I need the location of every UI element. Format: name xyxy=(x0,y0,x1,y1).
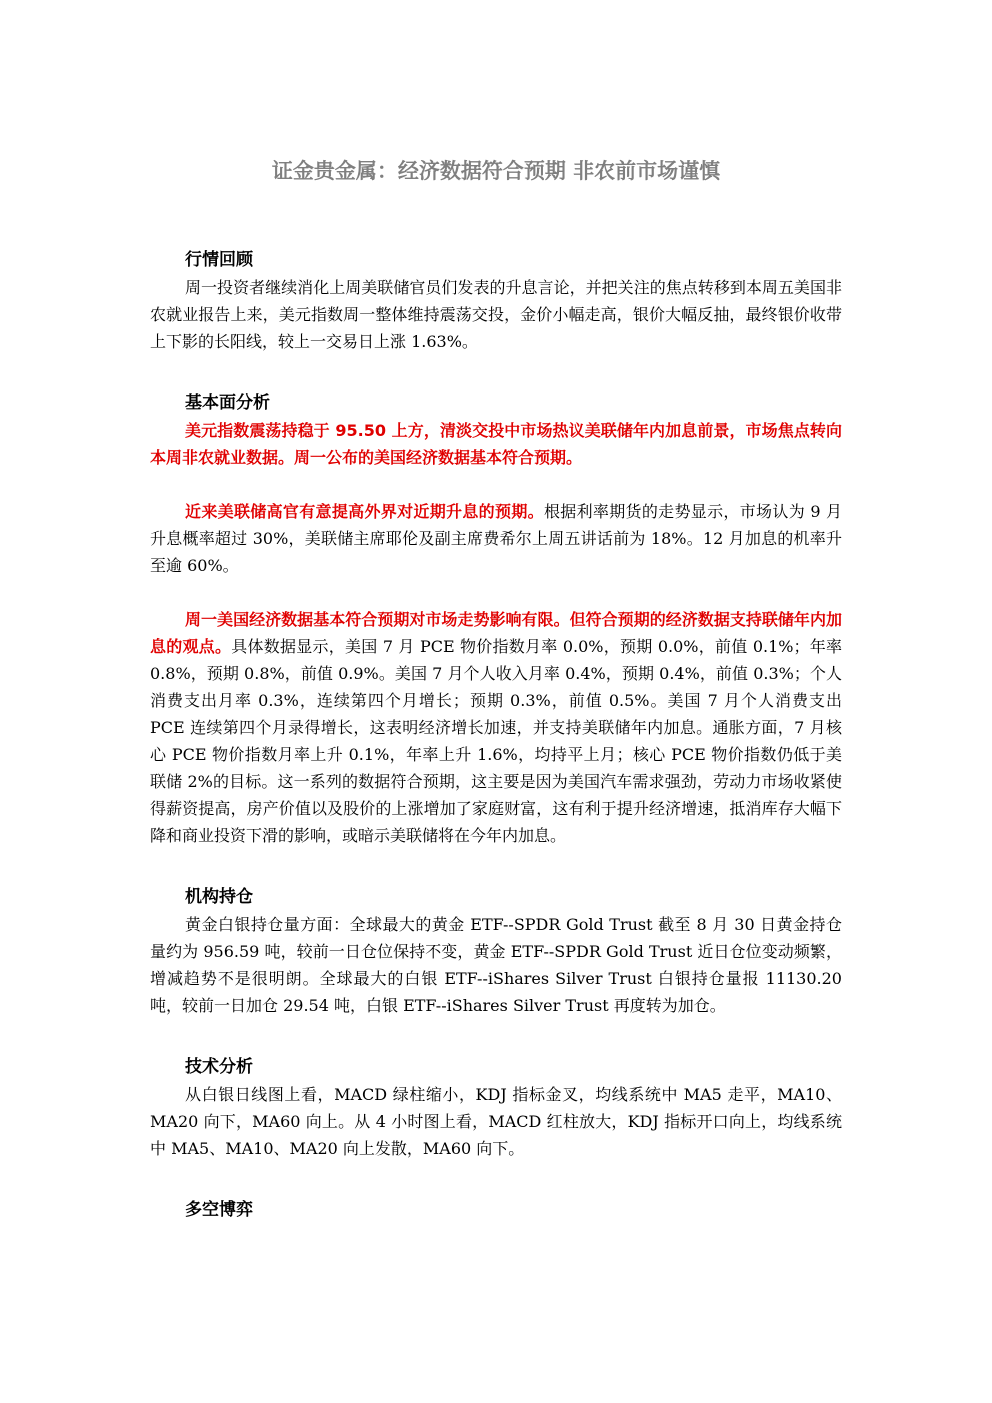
section-heading-debate: 多空博弈 xyxy=(185,1200,253,1220)
fundamental-text-2: 根据利率期货的走势显示，市场认为 9 月升息概率超过 30%，美联储主席耶伦及副主席费希尔上周五讲话前为 18%。12 月加息的机率升至逾 60%。 xyxy=(150,502,842,575)
section-heading-review: 行情回顾 xyxy=(185,250,253,270)
fundamental-paragraph-2 xyxy=(150,498,842,579)
section-heading-fundamental: 基本面分析 xyxy=(185,393,270,413)
fundamental-paragraph-1 xyxy=(150,417,842,471)
review-paragraph: 周一投资者继续消化上周美联储官员们发表的升息言论，并把关注的焦点转移到本周五美国非农就业报告上来，美元指数周一整体维持震荡交投，金价小幅走高，银价大幅反抽，最终银价收带上下影的长阳线，较上一交易日上涨 1.63%。 xyxy=(150,278,842,351)
technical-paragraph: 从白银日线图上看，MACD 绿柱缩小，KDJ 指标金叉，均线系统中 MA5 走平，MA10、MA20 向下，MA60 向上。从 4 小时图上看，MACD 红柱放大，KDJ 指标开口向上，均线系统中 MA5、MA10、MA20 向上发散，MA60 向下。 xyxy=(150,1085,842,1158)
positions-paragraph: 黄金白银持仓量方面：全球最大的黄金 ETF--SPDR Gold Trust 截至 8 月 30 日黄金持仓量约为 956.59 吨，较前一日仓位保持不变，黄金 ETF--SPDR Gold Trust 近日仓位变动频繁，增减趋势不是很明朗。全球最大的白银 ETF--iShares Silver Trust 白银持仓量报 11130.20 吨，较前一日加仓 29.54 吨，白银 ETF--iShares Silver Trust 再度转为加仓。 xyxy=(150,915,842,1015)
page-title: 证金贵金属：经济数据符合预期 非农前市场谨慎 xyxy=(271,159,721,183)
section-heading-technical: 技术分析 xyxy=(185,1057,253,1077)
fundamental-highlight-2: 近来美联储高官有意提高外界对近期升息的预期。 xyxy=(185,502,544,521)
fundamental-highlight-1: 美元指数震荡持稳于 95.50 上方，清淡交投中市场热议美联储年内加息前景，市场焦点转向本周非农就业数据。周一公布的美国经济数据基本符合预期。 xyxy=(150,421,842,467)
fundamental-text-3: 具体数据显示，美国 7 月 PCE 物价指数月率 0.0%，预期 0.0%，前值 0.1%；年率 0.8%，预期 0.8%，前值 0.9%。美国 7 月个人收入月率 0.4%，预期 0.4%，前值 0.3%；个人消费支出月率 0.3%，连续第四个月增长；预期 0.3%，前值 0.5%。美国 7 月个人消费支出 PCE 连续第四个月录得增长，这表明经济增长加速，并支持美联储年内加息。通胀方面，7 月核心 PCE 物价指数月率上升 0.1%，年率上升 1.6%，均持平上月；核心 PCE 物价指数仍低于美联储 2%的目标。这一系列的数据符合预期，这主要是因为美国汽车需求强劲，劳动力市场收紧使得薪资提高，房产价值以及股价的上涨增加了家庭财富，这有利于提升经济增速，抵消库存大幅下降和商业投资下滑的影响，或暗示美联储将在今年内加息。 xyxy=(150,637,842,845)
article-body xyxy=(150,247,842,1224)
fundamental-highlight-3: 周一美国经济数据基本符合预期对市场走势影响有限。但符合预期的经济数据支持联储年内加息的观点。 xyxy=(150,610,842,656)
fundamental-paragraph-3 xyxy=(150,606,842,849)
section-heading-positions: 机构持仓 xyxy=(185,887,253,907)
